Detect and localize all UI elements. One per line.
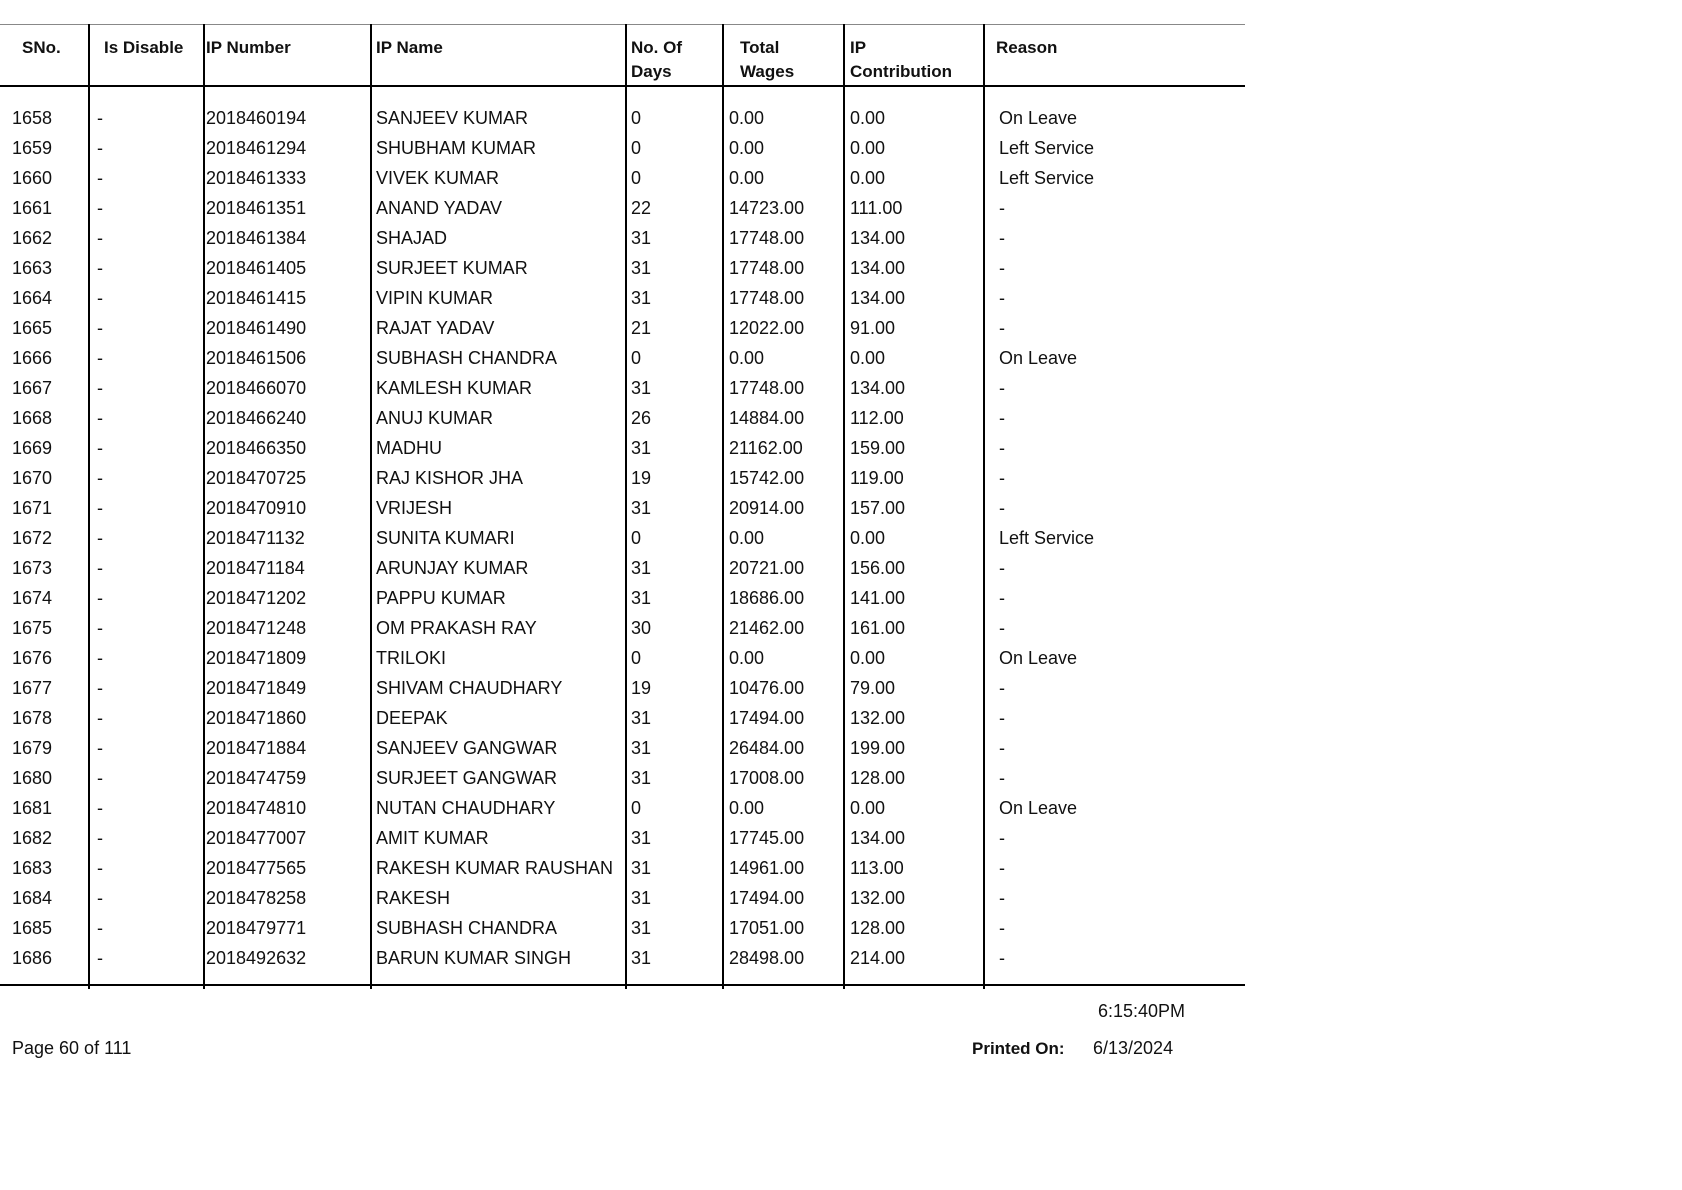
cell-contribution: 0.00 [850,528,886,548]
cell-is-disable: - [97,588,103,608]
cell-reason: - [999,258,1005,278]
cell-sno: 1659 [12,138,53,158]
cell-sno: 1675 [12,618,53,638]
table-row [0,854,1245,884]
cell-wages: 17745.00 [729,828,805,848]
cell-ip-number: 2018478258 [206,888,307,908]
table-bottom-rule [0,984,1245,986]
cell-wages: 17748.00 [729,228,805,248]
cell-sno: 1681 [12,798,53,818]
cell-wages: 17008.00 [729,768,805,788]
cell-is-disable: - [97,438,103,458]
cell-contribution: 141.00 [850,588,906,608]
cell-wages: 0.00 [729,648,765,668]
cell-ip-name: SURJEET GANGWAR [376,768,558,788]
cell-reason: - [999,678,1005,698]
cell-ip-name: SANJEEV KUMAR [376,108,529,128]
cell-ip-name: AMIT KUMAR [376,828,489,848]
table-row [0,734,1245,764]
cell-days: 31 [631,288,652,308]
cell-days: 31 [631,588,652,608]
cell-contribution: 0.00 [850,648,886,668]
cell-reason: - [999,408,1005,428]
cell-ip-number: 2018461351 [206,198,307,218]
cell-ip-number: 2018477565 [206,858,307,878]
cell-sno: 1665 [12,318,53,338]
cell-wages: 20914.00 [729,498,805,518]
cell-contribution: 119.00 [850,468,904,488]
cell-ip-name: BARUN KUMAR SINGH [376,948,572,968]
cell-wages: 14961.00 [729,858,805,878]
cell-is-disable: - [97,378,103,398]
cell-reason: - [999,228,1005,248]
cell-ip-number: 2018471860 [206,708,307,728]
cell-days: 21 [631,318,652,338]
table-body [0,104,1245,974]
cell-is-disable: - [97,798,103,818]
cell-days: 31 [631,858,652,878]
cell-ip-name: SHUBHAM KUMAR [376,138,537,158]
table-row [0,914,1245,944]
cell-ip-name: MADHU [376,438,442,458]
table-row [0,704,1245,734]
cell-sno: 1663 [12,258,53,278]
cell-wages: 0.00 [729,138,765,158]
cell-wages: 18686.00 [729,588,805,608]
table-row [0,644,1245,674]
cell-reason: On Leave [999,108,1078,128]
cell-days: 31 [631,828,652,848]
printed-on-label: Printed On: [972,1039,1065,1058]
cell-ip-number: 2018461506 [206,348,307,368]
table-row [0,104,1245,134]
table-row [0,254,1245,284]
cell-sno: 1680 [12,768,53,788]
cell-sno: 1660 [12,168,53,188]
cell-ip-number: 2018460194 [206,108,307,128]
cell-wages: 12022.00 [729,318,805,338]
cell-days: 31 [631,378,652,398]
cell-sno: 1669 [12,438,53,458]
header-days: No. Of Days [631,38,682,81]
table-row [0,464,1245,494]
cell-contribution: 0.00 [850,108,886,128]
cell-ip-number: 2018470910 [206,498,307,518]
printed-date: 6/13/2024 [1093,1038,1174,1058]
cell-days: 0 [631,348,642,368]
cell-reason: - [999,948,1005,968]
cell-ip-name: SUBHASH CHANDRA [376,918,558,938]
cell-days: 31 [631,708,652,728]
cell-is-disable: - [97,738,103,758]
cell-ip-name: NUTAN CHAUDHARY [376,798,556,818]
cell-sno: 1667 [12,378,53,398]
cell-wages: 20721.00 [729,558,805,578]
cell-contribution: 112.00 [850,408,904,428]
table-row [0,494,1245,524]
cell-reason: - [999,828,1005,848]
cell-wages: 17748.00 [729,378,805,398]
cell-wages: 17494.00 [729,708,805,728]
cell-sno: 1661 [12,198,53,218]
cell-is-disable: - [97,258,103,278]
cell-sno: 1672 [12,528,53,548]
cell-ip-name: ARUNJAY KUMAR [376,558,529,578]
cell-is-disable: - [97,948,103,968]
cell-days: 0 [631,138,642,158]
cell-is-disable: - [97,288,103,308]
header-sno: SNo. [22,38,61,57]
cell-days: 31 [631,768,652,788]
cell-wages: 14723.00 [729,198,805,218]
cell-days: 31 [631,738,652,758]
cell-ip-number: 2018471132 [206,528,305,548]
cell-sno: 1662 [12,228,53,248]
cell-wages: 10476.00 [729,678,805,698]
cell-reason: - [999,318,1005,338]
cell-is-disable: - [97,678,103,698]
cell-contribution: 0.00 [850,168,886,188]
cell-is-disable: - [97,318,103,338]
cell-days: 31 [631,228,652,248]
cell-contribution: 134.00 [850,378,906,398]
cell-days: 22 [631,198,652,218]
cell-is-disable: - [97,348,103,368]
cell-wages: 0.00 [729,798,765,818]
cell-is-disable: - [97,168,103,188]
table-row [0,164,1245,194]
cell-ip-number: 2018474759 [206,768,307,788]
printed-time: 6:15:40PM [1098,1001,1186,1021]
cell-contribution: 0.00 [850,348,886,368]
cell-sno: 1670 [12,468,53,488]
table-row [0,344,1245,374]
cell-ip-number: 2018471809 [206,648,307,668]
cell-reason: - [999,708,1005,728]
cell-reason: - [999,738,1005,758]
cell-sno: 1674 [12,588,53,608]
cell-reason: - [999,438,1005,458]
cell-wages: 15742.00 [729,468,805,488]
cell-is-disable: - [97,648,103,668]
cell-wages: 21162.00 [729,438,803,458]
cell-days: 0 [631,648,642,668]
table-row [0,524,1245,554]
cell-ip-name: VIVEK KUMAR [376,168,500,188]
cell-reason: On Leave [999,648,1078,668]
header-ip-name: IP Name [376,38,443,57]
cell-ip-name: ANUJ KUMAR [376,408,494,428]
cell-days: 31 [631,888,652,908]
cell-reason: - [999,918,1005,938]
cell-sno: 1686 [12,948,53,968]
cell-is-disable: - [97,108,103,128]
cell-ip-name: DEEPAK [376,708,448,728]
cell-wages: 26484.00 [729,738,805,758]
cell-contribution: 159.00 [850,438,906,458]
cell-wages: 28498.00 [729,948,805,968]
cell-contribution: 111.00 [850,198,903,218]
cell-contribution: 128.00 [850,768,906,788]
cell-ip-name: RAKESH KUMAR RAUSHAN [376,858,614,878]
cell-reason: - [999,378,1005,398]
cell-ip-number: 2018461490 [206,318,307,338]
cell-wages: 14884.00 [729,408,805,428]
cell-sno: 1668 [12,408,53,428]
cell-contribution: 134.00 [850,258,906,278]
cell-sno: 1677 [12,678,53,698]
cell-ip-name: RAKESH [376,888,451,908]
cell-reason: - [999,858,1005,878]
table-row [0,404,1245,434]
cell-sno: 1678 [12,708,53,728]
cell-ip-number: 2018466070 [206,378,307,398]
header-reason: Reason [996,38,1058,57]
cell-sno: 1683 [12,858,53,878]
cell-wages: 0.00 [729,108,765,128]
cell-ip-number: 2018461405 [206,258,307,278]
header-total-wages: Total Wages [740,38,795,81]
header-ip-number: IP Number [206,38,291,57]
cell-sno: 1682 [12,828,53,848]
table-row [0,314,1245,344]
cell-sno: 1664 [12,288,53,308]
cell-wages: 17494.00 [729,888,805,908]
cell-days: 31 [631,438,652,458]
cell-contribution: 134.00 [850,288,906,308]
cell-reason: - [999,468,1005,488]
table-row [0,584,1245,614]
table-row [0,224,1245,254]
table-row [0,434,1245,464]
cell-contribution: 0.00 [850,138,886,158]
cell-wages: 17748.00 [729,258,805,278]
cell-contribution: 134.00 [850,828,906,848]
cell-ip-number: 2018466240 [206,408,307,428]
cell-sno: 1658 [12,108,53,128]
cell-sno: 1684 [12,888,53,908]
cell-reason: On Leave [999,798,1078,818]
cell-days: 30 [631,618,652,638]
cell-is-disable: - [97,858,103,878]
cell-contribution: 79.00 [850,678,896,698]
cell-days: 31 [631,918,652,938]
cell-ip-number: 2018471184 [206,558,305,578]
cell-reason: - [999,588,1005,608]
cell-ip-name: TRILOKI [376,648,447,668]
cell-sno: 1685 [12,918,53,938]
cell-reason: Left Service [999,528,1095,548]
cell-days: 31 [631,558,652,578]
cell-days: 0 [631,798,642,818]
cell-reason: Left Service [999,138,1095,158]
cell-is-disable: - [97,468,103,488]
cell-reason: - [999,768,1005,788]
cell-days: 31 [631,498,652,518]
cell-days: 0 [631,168,642,188]
header-ip-contribution: IP Contribution [850,38,952,81]
cell-wages: 21462.00 [729,618,805,638]
table-row [0,944,1245,974]
cell-is-disable: - [97,768,103,788]
cell-ip-number: 2018471248 [206,618,307,638]
cell-ip-name: RAJ KISHOR JHA [376,468,524,488]
cell-reason: - [999,288,1005,308]
cell-ip-number: 2018492632 [206,948,307,968]
cell-ip-name: KAMLESH KUMAR [376,378,533,398]
cell-ip-number: 2018471884 [206,738,307,758]
cell-ip-number: 2018466350 [206,438,307,458]
header-is-disable: Is Disable [104,38,184,57]
cell-is-disable: - [97,888,103,908]
cell-contribution: 113.00 [850,858,904,878]
cell-wages: 17051.00 [729,918,805,938]
cell-ip-number: 2018479771 [206,918,307,938]
cell-reason: - [999,558,1005,578]
cell-ip-number: 2018477007 [206,828,307,848]
cell-wages: 0.00 [729,168,765,188]
cell-wages: 17748.00 [729,288,805,308]
cell-wages: 0.00 [729,348,765,368]
cell-is-disable: - [97,198,103,218]
cell-is-disable: - [97,618,103,638]
cell-reason: - [999,198,1005,218]
cell-ip-name: SUNITA KUMARI [376,528,515,548]
table-row [0,284,1245,314]
cell-days: 31 [631,258,652,278]
cell-sno: 1673 [12,558,53,578]
cell-days: 26 [631,408,652,428]
cell-ip-name: VIPIN KUMAR [376,288,494,308]
cell-ip-number: 2018461294 [206,138,307,158]
cell-ip-name: PAPPU KUMAR [376,588,506,608]
header-top-rule [0,24,1245,25]
page-number: Page 60 of 111 [12,1038,132,1058]
cell-ip-name: SANJEEV GANGWAR [376,738,558,758]
cell-reason: Left Service [999,168,1095,188]
table-row [0,554,1245,584]
cell-reason: On Leave [999,348,1078,368]
cell-contribution: 128.00 [850,918,906,938]
table-row [0,134,1245,164]
cell-ip-name: SHIVAM CHAUDHARY [376,678,563,698]
cell-wages: 0.00 [729,528,765,548]
table-row [0,194,1245,224]
cell-sno: 1676 [12,648,53,668]
cell-ip-name: RAJAT YADAV [376,318,495,338]
table-row [0,614,1245,644]
table-row [0,824,1245,854]
cell-is-disable: - [97,918,103,938]
cell-days: 0 [631,108,642,128]
cell-days: 19 [631,678,652,698]
cell-contribution: 0.00 [850,798,886,818]
table-row [0,374,1245,404]
cell-sno: 1679 [12,738,53,758]
cell-sno: 1666 [12,348,53,368]
cell-ip-number: 2018461384 [206,228,307,248]
contribution-table [0,24,1245,984]
cell-ip-name: VRIJESH [376,498,453,518]
cell-contribution: 199.00 [850,738,906,758]
cell-ip-name: SHAJAD [376,228,448,248]
cell-ip-name: SURJEET KUMAR [376,258,528,278]
cell-is-disable: - [97,138,103,158]
cell-ip-name: ANAND YADAV [376,198,503,218]
cell-contribution: 156.00 [850,558,906,578]
header-bottom-rule [0,85,1245,87]
cell-is-disable: - [97,558,103,578]
cell-is-disable: - [97,408,103,428]
cell-ip-name: OM PRAKASH RAY [376,618,537,638]
cell-contribution: 132.00 [850,888,906,908]
cell-contribution: 161.00 [850,618,906,638]
cell-contribution: 214.00 [850,948,906,968]
cell-ip-name: SUBHASH CHANDRA [376,348,558,368]
cell-ip-number: 2018461333 [206,168,307,188]
cell-contribution: 132.00 [850,708,906,728]
cell-ip-number: 2018474810 [206,798,307,818]
cell-reason: - [999,498,1005,518]
cell-ip-number: 2018471849 [206,678,307,698]
cell-is-disable: - [97,528,103,548]
cell-contribution: 134.00 [850,228,906,248]
cell-ip-number: 2018461415 [206,288,307,308]
cell-is-disable: - [97,708,103,728]
cell-sno: 1671 [12,498,53,518]
cell-days: 19 [631,468,652,488]
table-row [0,674,1245,704]
table-row [0,764,1245,794]
cell-days: 31 [631,948,652,968]
cell-contribution: 157.00 [850,498,906,518]
cell-is-disable: - [97,228,103,248]
table-row [0,884,1245,914]
cell-contribution: 91.00 [850,318,896,338]
cell-days: 0 [631,528,642,548]
cell-ip-number: 2018471202 [206,588,307,608]
table-row [0,794,1245,824]
cell-is-disable: - [97,498,103,518]
cell-reason: - [999,888,1005,908]
cell-reason: - [999,618,1005,638]
cell-is-disable: - [97,828,103,848]
cell-ip-number: 2018470725 [206,468,307,488]
